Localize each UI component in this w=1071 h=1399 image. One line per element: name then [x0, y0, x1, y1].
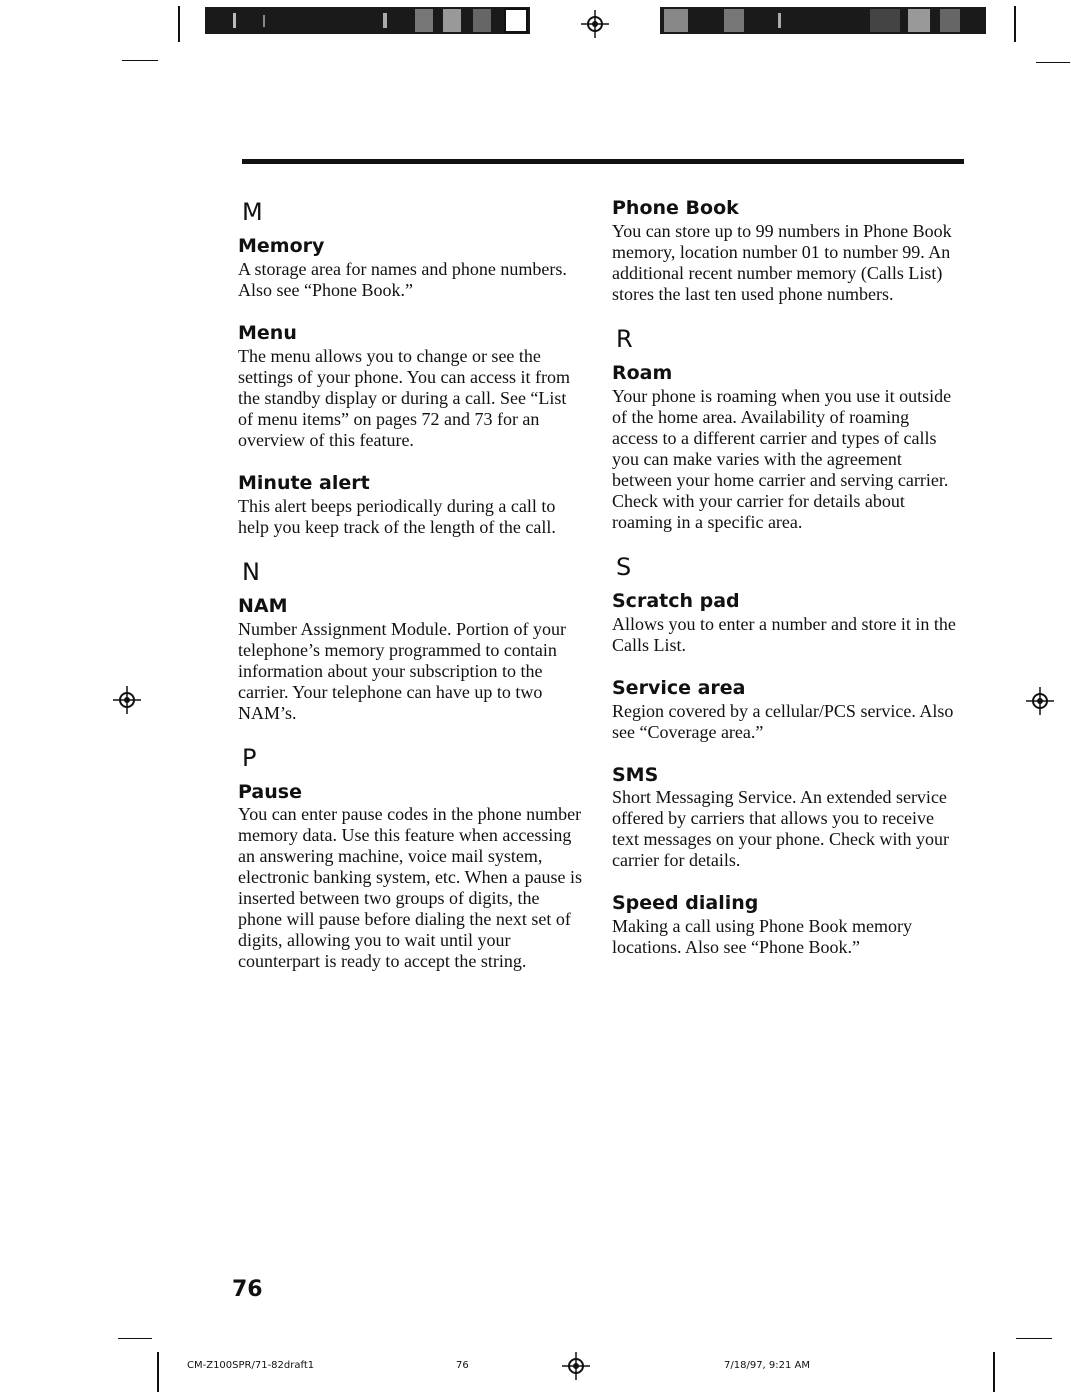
glossary-definition: Your phone is roaming when you use it outside of the home area. Availability of roaming access to a different carrier and types of calls you can make varies with the agreement between your home carrier and serving carrier. Check with your carrier for details about roaming in a specific area.	[612, 385, 952, 532]
glossary-term: Pause	[238, 780, 302, 803]
registration-mark-bottom	[562, 1352, 590, 1380]
registration-mark-left	[113, 686, 141, 714]
registration-mark-right	[1026, 687, 1054, 715]
section-letter: R	[616, 324, 633, 353]
footer-page-number: 76	[456, 1360, 469, 1371]
section-letter: N	[242, 557, 260, 586]
page-number: 76	[232, 1277, 263, 1302]
crop-mark-bottom-right-horizontal	[1016, 1338, 1052, 1339]
crop-mark-top-left-horizontal	[122, 60, 158, 61]
glossary-definition: Number Assignment Module. Portion of your telephone’s memory programmed to contain information about your subscription to the carrier. Your telephone can have up to two NAM’s.	[238, 618, 566, 723]
section-letter: M	[242, 198, 263, 226]
glossary-term: Speed dialing	[612, 892, 759, 915]
section-r	[612, 324, 957, 533]
crop-mark-bottom-right-vertical	[993, 1352, 995, 1392]
section-p-continued	[612, 198, 957, 305]
glossary-term: NAM	[238, 594, 288, 617]
section-p	[238, 743, 583, 973]
glossary-term: Phone Book	[612, 197, 739, 219]
glossary-term: Minute alert	[238, 471, 370, 494]
glossary-definition: Short Messaging Service. An extended service offered by carriers that allows you to receive text messages on your phone. Check with your carrier for details.	[612, 787, 949, 871]
section-letter: S	[616, 552, 632, 581]
glossary-definition: Making a call using Phone Book memory locations. Also see “Phone Book.”	[612, 916, 912, 958]
glossary-definition: You can enter pause codes in the phone number memory data. Use this feature when accessing an answering machine, voice mail system, electronic banking system, etc. When a pause is inserted between two groups of digits, the phone will pause before dialing the next set of digits, allowing you to wait until your counterpart is ready to accept the string.	[238, 804, 583, 972]
section-m	[238, 200, 583, 538]
glossary-definition: You can store up to 99 numbers in Phone Book memory, location number 01 to number 99. An additional recent number memory (Calls List) stores the last ten used phone numbers.	[612, 220, 952, 304]
header-rule	[242, 159, 964, 164]
section-s	[612, 552, 957, 959]
registration-mark-top	[581, 10, 609, 38]
section-n	[238, 557, 583, 724]
glossary-term: SMS	[612, 763, 659, 786]
crop-mark-top-left-vertical	[178, 6, 180, 42]
footer-file-name: CM-Z100SPR/71-82draft1	[187, 1360, 315, 1371]
footer-timestamp: 7/18/97, 9:21 AM	[724, 1360, 811, 1371]
glossary-definition: A storage area for names and phone numbers. Also see “Phone Book.”	[238, 258, 567, 300]
glossary-term: Scratch pad	[612, 589, 740, 612]
color-bar-left	[205, 7, 530, 34]
glossary-term: Service area	[612, 676, 746, 699]
crop-mark-bottom-left-vertical	[157, 1352, 159, 1392]
crop-mark-bottom-left-horizontal	[118, 1338, 152, 1339]
glossary-term: Menu	[238, 321, 297, 344]
crop-mark-top-right-vertical	[1014, 6, 1016, 42]
glossary-term: Roam	[612, 361, 673, 384]
glossary-term: Memory	[238, 235, 325, 257]
glossary-column-right	[612, 192, 957, 980]
section-letter: P	[242, 743, 257, 772]
crop-mark-top-right-horizontal	[1036, 62, 1070, 63]
glossary-definition: Region covered by a cellular/PCS service. Also see “Coverage area.”	[612, 700, 954, 742]
glossary-definition: The menu allows you to change or see the settings of your phone. You can access it from the standby display or during a call. See “List of menu items” on pages 72 and 73 for an overview of this feature.	[238, 345, 570, 450]
glossary-column-left	[238, 192, 583, 994]
glossary-definition: This alert beeps periodically during a call to help you keep track of the length of the call.	[238, 495, 556, 537]
glossary-definition: Allows you to enter a number and store it in the Calls List.	[612, 613, 956, 655]
color-bar-right	[660, 7, 986, 34]
